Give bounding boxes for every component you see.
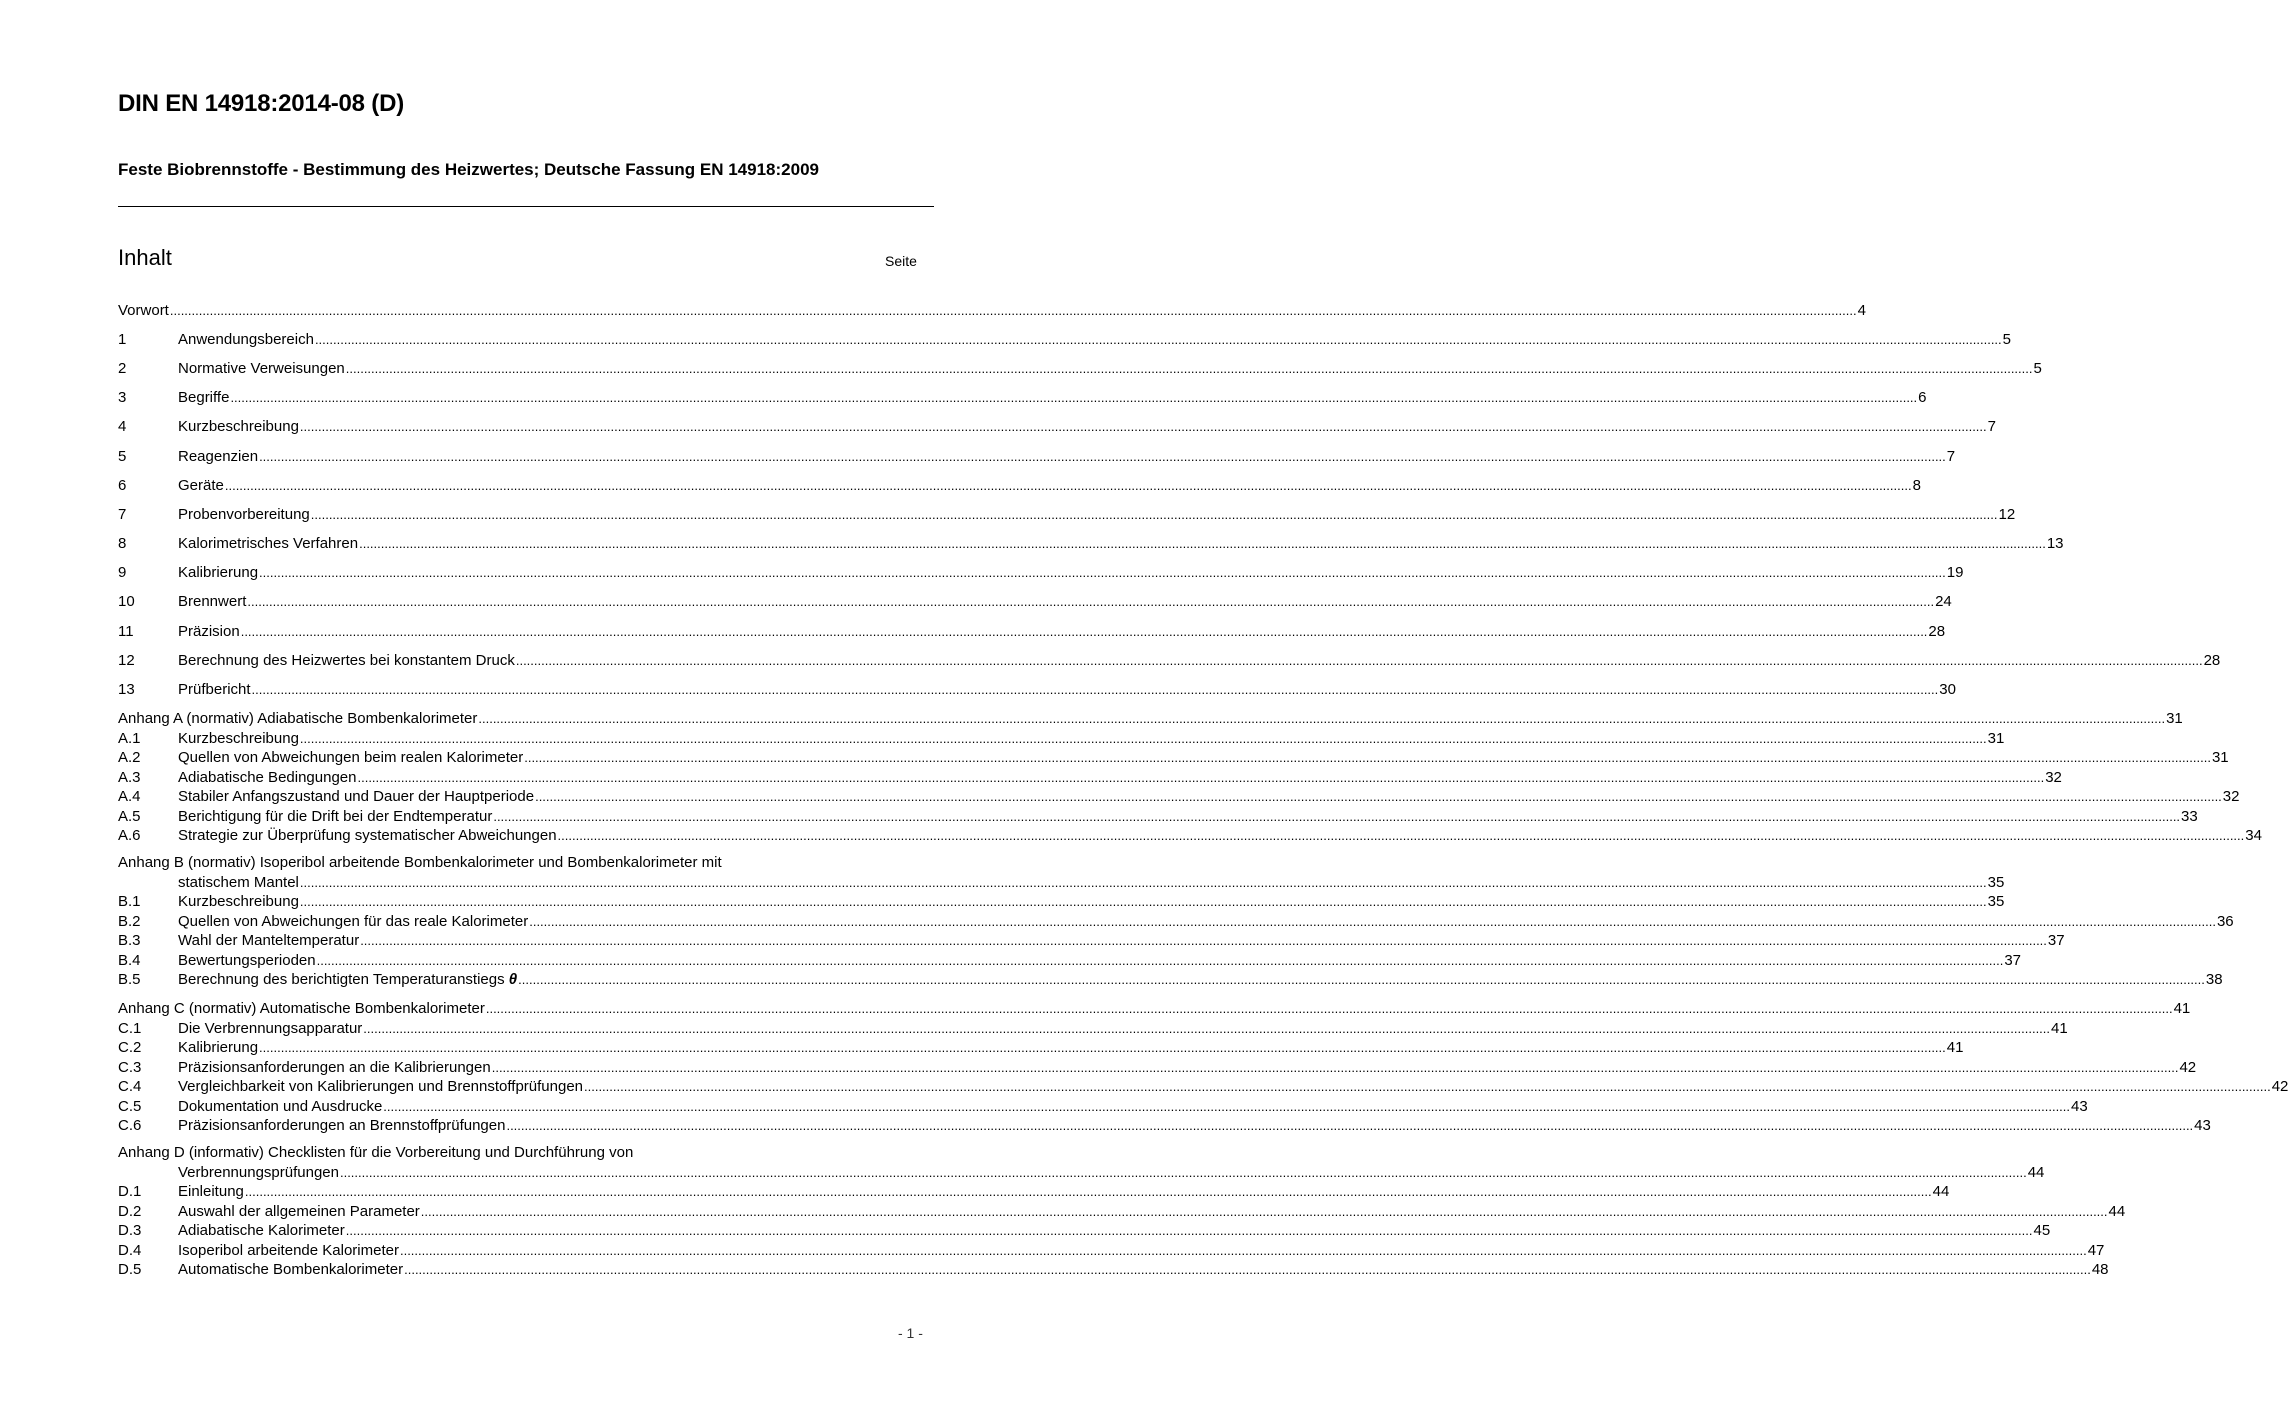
toc-entry-page: 19 <box>1946 564 1964 581</box>
toc-entry-number: 6 <box>118 477 127 494</box>
toc-entry-title: Kalibrierung <box>178 564 259 581</box>
toc-entry[interactable] <box>118 1117 2211 1137</box>
toc-annex-heading-line2[interactable] <box>118 873 2005 894</box>
toc-entry-title: Anhang C (normativ) Automatische Bombenkalorimeter <box>118 1000 485 1017</box>
toc-entry[interactable] <box>118 302 1866 322</box>
toc-entry-title: Verbrennungsprüfungen <box>178 1163 339 1181</box>
toc-entry-page: 31 <box>2166 710 2183 727</box>
toc-entry[interactable] <box>118 1222 2051 1242</box>
toc-entry[interactable] <box>118 418 1996 438</box>
toc-entry-page: 4 <box>1857 302 1866 319</box>
toc-entry-page: 35 <box>1987 893 2005 910</box>
toc-entry-title: Kalibrierung <box>178 1039 259 1056</box>
toc-entry[interactable] <box>118 1058 2197 1079</box>
toc-annex-heading-line1[interactable]: Anhang D (informativ) Checklisten für die Vorbereitung und Durchführung von <box>118 1144 634 1161</box>
toc-entry-number: 4 <box>118 418 127 435</box>
toc-entry[interactable] <box>118 912 2234 933</box>
theta-symbol: θ <box>508 971 518 988</box>
toc-entry[interactable] <box>118 827 2262 847</box>
toc-entry-title: Bewertungsperioden <box>178 951 316 969</box>
toc-entry-page: 42 <box>2179 1058 2197 1076</box>
toc-entry-number: A.3 <box>118 768 141 786</box>
toc-entry-number: C.2 <box>118 1039 142 1056</box>
toc-entry[interactable] <box>118 535 2064 555</box>
toc-entry-page: 13 <box>2046 535 2064 552</box>
toc-entry[interactable] <box>118 1183 1950 1203</box>
toc-entry-title: Berechnung des Heizwertes bei konstantem Druck <box>178 652 515 669</box>
toc-entry[interactable] <box>118 932 2065 952</box>
toc-entry-page: 36 <box>2216 912 2234 930</box>
toc-entry-title: Berechnung des berichtigten Temperaturanstiegs <box>178 971 505 988</box>
toc-entry-page: 41 <box>1946 1039 1964 1056</box>
toc-entry-title: Brennwert <box>178 593 247 610</box>
toc-entry-title: Adiabatische Kalorimeter <box>178 1222 345 1239</box>
toc-entry-number: C.4 <box>118 1078 142 1095</box>
toc-entry-page: 28 <box>1928 623 1946 640</box>
toc-entry-number: B.1 <box>118 893 141 910</box>
toc-entry[interactable] <box>118 623 1946 643</box>
toc-entry-number: B.5 <box>118 971 141 988</box>
toc-entry-page: 12 <box>1998 506 2016 523</box>
toc-entry-page: 5 <box>2033 360 2042 377</box>
toc-entry-page: 45 <box>2033 1222 2051 1239</box>
toc-entry-page: 24 <box>1935 593 1952 610</box>
toc-entry-page: 38 <box>2205 971 2223 988</box>
toc-entry-title: Präzisionsanforderungen an Brennstoffprüfungen <box>178 1117 506 1134</box>
toc-entry[interactable] <box>118 389 1927 409</box>
toc-entry-title: Vergleichbarkeit von Kalibrierungen und Brennstoffprüfungen <box>178 1078 583 1095</box>
toc-entry-page: 47 <box>2087 1241 2105 1259</box>
toc-entry-title: Isoperibol arbeitende Kalorimeter <box>178 1241 399 1259</box>
toc-entry[interactable] <box>118 1078 2288 1098</box>
toc-entry-number: B.4 <box>118 951 141 969</box>
toc-entry-number: C.5 <box>118 1097 142 1115</box>
toc-entry[interactable] <box>118 564 1964 584</box>
toc-entry[interactable] <box>118 681 1956 701</box>
toc-entry[interactable] <box>118 729 2005 750</box>
toc-entry-title: Quellen von Abweichungen für das reale Kalorimeter <box>178 912 529 930</box>
toc-entry-number: 12 <box>118 652 135 669</box>
toc-entry-title: statischem Mantel <box>178 873 299 891</box>
toc-entry-title: Auswahl der allgemeinen Parameter <box>178 1202 420 1220</box>
toc-entry-title: Begriffe <box>178 389 230 406</box>
toc-entry[interactable] <box>118 1261 2109 1281</box>
toc-entry-title: Wahl der Manteltemperatur <box>178 932 360 949</box>
toc-entry[interactable] <box>118 593 1952 613</box>
toc-entry[interactable] <box>118 1202 2126 1223</box>
toc-annex-heading[interactable] <box>118 1000 2191 1020</box>
toc-entry-number: 9 <box>118 564 127 581</box>
toc-entry[interactable] <box>118 971 2223 991</box>
toc-entry-number: 8 <box>118 535 127 552</box>
toc-entry-title: Vorwort <box>118 302 169 319</box>
toc-entry-page: 31 <box>1987 729 2005 747</box>
toc-entry-title: Präzisionsanforderungen an die Kalibrierungen <box>178 1058 491 1076</box>
toc-entry-title: Kurzbeschreibung <box>178 418 299 435</box>
document-subtitle: Feste Biobrennstoffe - Bestimmung des Heizwertes; Deutsche Fassung EN 14918:2009 <box>118 160 819 179</box>
toc-entry-title: Anhang A (normativ) Adiabatische Bombenkalorimeter <box>118 710 478 727</box>
toc-entry-page: 32 <box>2045 768 2062 786</box>
toc-entry-title: Stabiler Anfangszustand und Dauer der Hauptperiode <box>178 788 535 805</box>
toc-entry[interactable] <box>118 1019 2068 1040</box>
toc-entry-title: Geräte <box>178 477 224 494</box>
toc-entry-page: 34 <box>2245 827 2262 844</box>
toc-entry[interactable] <box>118 652 2221 672</box>
toc-entry-title: Automatische Bombenkalorimeter <box>178 1261 404 1278</box>
toc-entry-number: D.3 <box>118 1222 142 1239</box>
toc-entry-title: Prüfbericht <box>178 681 251 698</box>
toc-entry-number: 3 <box>118 389 127 406</box>
toc-annex-heading-line2[interactable] <box>118 1163 2045 1184</box>
toc-entry-number: 2 <box>118 360 127 377</box>
toc-entry-page: 7 <box>1987 418 1996 435</box>
toc-entry-page: 44 <box>2027 1163 2045 1181</box>
toc-entry-page: 43 <box>2194 1117 2211 1134</box>
toc-entry-number: D.2 <box>118 1202 142 1220</box>
toc-entry-title: Kurzbeschreibung <box>178 893 299 910</box>
toc-entry-number: 7 <box>118 506 127 523</box>
toc-entry-page: 41 <box>2051 1019 2068 1037</box>
toc-entry-title: Strategie zur Überprüfung systematischer Abweichungen <box>178 827 557 844</box>
toc-entry-number: 1 <box>118 331 127 348</box>
toc-entry-number: D.1 <box>118 1183 142 1200</box>
toc-entry-number: A.5 <box>118 807 141 825</box>
toc-entry-title: Anwendungsbereich <box>178 331 314 348</box>
toc-entry-number: 5 <box>118 448 127 465</box>
toc-entry-title: Kalorimetrisches Verfahren <box>178 535 359 552</box>
toc-entry-page: 30 <box>1939 681 1956 698</box>
toc-entry-number: 11 <box>118 623 134 640</box>
toc-entry-page: 48 <box>2091 1261 2109 1278</box>
toc-entry-title: Quellen von Abweichungen beim realen Kalorimeter <box>178 749 524 766</box>
header-divider <box>118 206 934 207</box>
toc-entry-page: 7 <box>1946 448 1956 465</box>
toc-entry-number: A.2 <box>118 749 141 766</box>
toc-entry[interactable] <box>118 893 2005 913</box>
toc-entry-title: Probenvorbereitung <box>178 506 310 523</box>
toc-entry-page: 44 <box>2108 1202 2126 1220</box>
toc-entry[interactable] <box>118 331 2011 351</box>
toc-entry-page: 35 <box>1987 873 2005 891</box>
toc-entry-title: Kurzbeschreibung <box>178 729 299 747</box>
toc-entry-number: D.5 <box>118 1261 142 1278</box>
toc-entry[interactable] <box>118 506 2016 526</box>
toc-entry-page: 8 <box>1912 477 1921 494</box>
toc-entry-page: 37 <box>2004 951 2021 969</box>
toc-entry-page: 31 <box>2211 749 2229 766</box>
toc-entry-number: A.1 <box>118 729 141 747</box>
toc-entry-page: 5 <box>2002 331 2011 348</box>
toc-entry-page: 32 <box>2222 788 2240 805</box>
toc-entry-title: Berichtigung für die Drift bei der Endtemperatur <box>178 807 493 825</box>
toc-entry-title: Normative Verweisungen <box>178 360 345 377</box>
page-column-label: Seite <box>885 253 917 269</box>
toc-heading: Inhalt <box>118 245 172 270</box>
toc-entry-number: C.6 <box>118 1117 142 1134</box>
toc-entry-page: 33 <box>2181 807 2198 825</box>
toc-entry-title: Einleitung <box>178 1183 244 1200</box>
toc-entry[interactable] <box>118 1039 1964 1059</box>
toc-entry-number: D.4 <box>118 1241 142 1259</box>
toc-entry[interactable] <box>118 1097 2088 1118</box>
toc-annex-heading-line1[interactable]: Anhang B (normativ) Isoperibol arbeitende Bombenkalorimeter und Bombenkalorimeter mit <box>118 854 722 871</box>
toc-entry-title: Reagenzien <box>178 448 259 465</box>
toc-entry-page: 44 <box>1932 1183 1950 1200</box>
toc-entry[interactable] <box>118 477 1921 497</box>
toc-entry-title: Adiabatische Bedingungen <box>178 768 357 786</box>
toc-entry[interactable] <box>118 788 2240 808</box>
toc-entry-page: 6 <box>1918 389 1927 406</box>
toc-entry[interactable] <box>118 749 2229 769</box>
toc-entry-title: Präzision <box>178 623 240 640</box>
toc-entry-page: 42 <box>2271 1078 2288 1095</box>
toc-entry-number: C.3 <box>118 1058 142 1076</box>
page-number: - 1 - <box>898 1325 923 1341</box>
toc-entry-number: A.6 <box>118 827 141 844</box>
document-title: DIN EN 14918:2014-08 (D) <box>118 90 405 117</box>
toc-entry-page: 28 <box>2203 652 2221 669</box>
toc-entry-page: 43 <box>2071 1097 2088 1115</box>
toc-entry-number: A.4 <box>118 788 141 805</box>
toc-entry-number: 13 <box>118 681 135 698</box>
toc-entry-title: Die Verbrennungsapparatur <box>178 1019 363 1037</box>
toc-entry-page: 41 <box>2173 1000 2191 1017</box>
toc-entry[interactable] <box>118 807 2198 828</box>
toc-entry-number: B.3 <box>118 932 141 949</box>
toc-entry-title: Dokumentation und Ausdrucke <box>178 1097 383 1115</box>
toc-entry[interactable] <box>118 360 2042 380</box>
toc-annex-heading[interactable] <box>118 710 2183 730</box>
toc-entry[interactable] <box>118 768 2062 789</box>
toc-entry-number: B.2 <box>118 912 141 930</box>
toc-entry[interactable] <box>118 448 1956 468</box>
toc-entry-page: 37 <box>2047 932 2065 949</box>
toc-entry-number: 10 <box>118 593 135 610</box>
toc-entry-number: C.1 <box>118 1019 142 1037</box>
toc-entry[interactable] <box>118 1241 2105 1262</box>
toc-entry[interactable] <box>118 951 2021 972</box>
